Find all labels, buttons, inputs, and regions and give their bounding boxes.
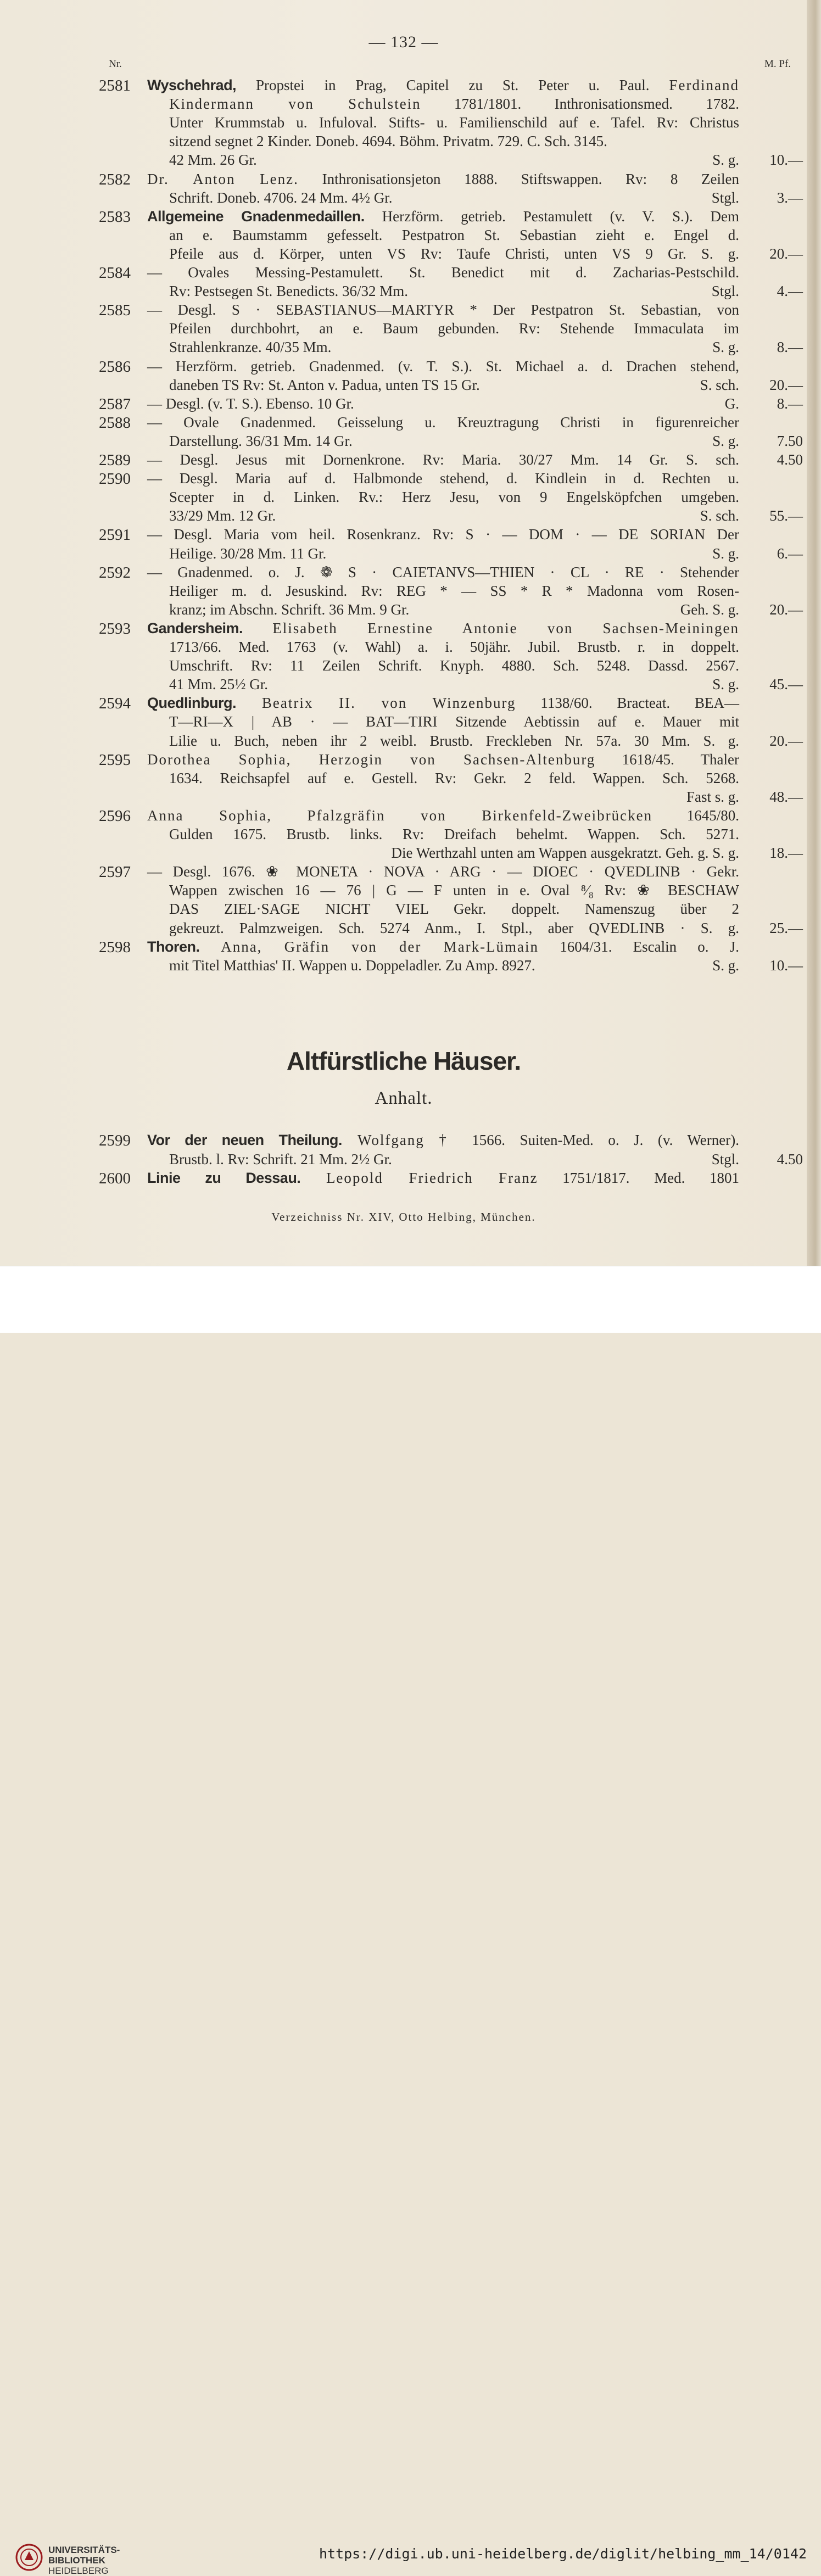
entry-text: Schrift. Doneb. 4706. 24 Mm. 4½ Gr.	[169, 189, 393, 206]
entry-text: Ferdinand	[669, 77, 739, 93]
entry-line	[169, 245, 739, 262]
entry-number: 2583	[99, 208, 131, 226]
entry-number: 2592	[99, 563, 131, 582]
column-header-number: Nr.	[109, 58, 122, 70]
price: 55.—	[769, 507, 803, 524]
entry-line	[169, 601, 739, 618]
entry-number: 2587	[99, 395, 131, 413]
entry-text: daneben TS Rv: St. Anton v. Padua, unten TS 15 Gr.	[169, 376, 480, 393]
entry-text: — Desgl. (v. T. S.). Ebenso. 10 Gr.	[147, 395, 354, 412]
entry-number: 2594	[99, 695, 131, 713]
entry-line	[147, 395, 739, 412]
permalink-url[interactable]: https://digi.ub.uni-heidelberg.de/diglit/helbing_mm_14/0142	[319, 2546, 807, 2562]
entry-line	[147, 526, 739, 543]
entry-text: Herzförm. getrieb. Pestamulett (v. V. S.). Dem	[364, 208, 739, 225]
entry-text: 1604/31. Escalin o. J.	[539, 938, 739, 955]
condition-grade: S. g.	[712, 957, 739, 974]
entry-text: Leopold Friedrich Franz	[300, 1170, 538, 1186]
entry-text: Wappen zwischen 16 — 76 | G — F unten in e. Oval ⁸⁄₈ Rv: ❀ BESCHAW	[169, 882, 739, 899]
entry-line	[169, 845, 739, 862]
entry-number: 2597	[99, 863, 131, 881]
entry-text: Dr. Anton Lenz.	[147, 170, 299, 187]
entry-text: T—RI—X | AB · — BAT—TIRI Sitzende Aebtissin auf e. Mauer mit	[169, 713, 739, 730]
entry-text: 1713/66. Med. 1763 (v. Wahl) a. i. 50jähr. Jubil. Brustb. r. in doppelt.	[169, 639, 739, 655]
entry-heading: Thoren.	[147, 938, 200, 955]
entry-text: 33/29 Mm. 12 Gr.	[169, 507, 276, 524]
condition-grade: S. g.	[712, 152, 739, 169]
entry-number: 2590	[99, 470, 131, 488]
entry-text: Strahlenkranze. 40/35 Mm.	[169, 339, 332, 356]
price: 45.—	[769, 676, 803, 693]
entry-heading: Vor der neuen Theilung.	[147, 1132, 342, 1148]
entry-line	[169, 227, 739, 244]
entry-line	[169, 96, 739, 113]
entry-text: Elisabeth Ernestine Antonie von Sachsen-Meiningen	[243, 619, 739, 636]
entry-number: 2586	[99, 357, 131, 376]
entry-number: 2600	[99, 1170, 131, 1187]
entry-text: 41 Mm. 25½ Gr.	[169, 676, 269, 693]
price: 4.—	[777, 283, 803, 300]
condition-grade: Stgl.	[711, 1150, 739, 1167]
entry-text: mit Titel Matthias' II. Wappen u. Doppeladler. Zu Amp. 8927.	[169, 957, 535, 974]
entry-line	[169, 901, 739, 918]
entry-number: 2581	[99, 77, 131, 94]
entry-line	[147, 77, 739, 94]
entry-line	[147, 208, 739, 225]
entry-line	[169, 507, 739, 524]
entry-line	[169, 882, 739, 899]
page-edge	[807, 0, 821, 1266]
entry-line	[147, 938, 739, 955]
entry-line	[147, 751, 739, 768]
price: 8.—	[777, 339, 803, 356]
entry-number: 2593	[99, 619, 131, 638]
entry-text: — Herzförm. getrieb. Gnadenmed. (v. T. S.). St. Michael a. d. Drachen stehend,	[147, 357, 739, 375]
entry-line	[169, 133, 739, 150]
price: 20.—	[769, 601, 803, 618]
entry-line	[169, 920, 739, 937]
entry-line	[169, 320, 739, 337]
condition-grade: S. g.	[712, 432, 739, 449]
entry-heading: Wyschehrad,	[147, 77, 237, 93]
price: 48.—	[769, 788, 803, 805]
entry-number: 2599	[99, 1132, 131, 1149]
price: 10.—	[769, 957, 803, 974]
entry-line	[169, 676, 739, 693]
entry-line	[169, 957, 739, 974]
library-name-line: BIBLIOTHEK	[48, 2555, 105, 2566]
entry-text: Scepter in d. Linken. Rv.: Herz Jesu, von 9 Engelsköpfchen umgeben.	[169, 489, 739, 506]
entry-text: DAS ZIEL·SAGE NICHT VIEL Gekr. doppelt. Namenszug über 2	[169, 901, 739, 918]
price: 7.50	[777, 432, 803, 449]
entry-line	[147, 1170, 739, 1187]
entry-text: Heilige. 30/28 Mm. 11 Gr.	[169, 545, 327, 562]
entry-text: — Gnadenmed. o. J. ❁ S · CAIETANVS—THIEN · CL · RE · Stehender	[147, 563, 739, 580]
price: 10.—	[769, 152, 803, 169]
entry-line	[169, 713, 739, 730]
entry-line	[169, 114, 739, 131]
entry-line	[169, 657, 739, 674]
entry-text: — Ovale Gnadenmed. Geisselung u. Kreuztragung Christi in figurenreicher	[147, 413, 739, 431]
entry-line	[169, 152, 739, 169]
entry-line	[169, 639, 739, 656]
section-heading: Altfürstliche Häuser.	[286, 1047, 521, 1075]
entry-number: 2589	[99, 451, 131, 469]
entry-line	[147, 807, 739, 824]
entry-line	[169, 545, 739, 562]
condition-grade: S. sch.	[700, 376, 739, 393]
entry-text: Anna Sophia, Pfalzgräfin von Birkenfeld-Zweibrücken	[147, 807, 653, 824]
condition-grade: S. g.	[712, 339, 739, 356]
entry-number: 2588	[99, 413, 131, 432]
section-subheading: Anhalt.	[375, 1088, 433, 1108]
entry-text: — Desgl. Maria vom heil. Rosenkranz. Rv: S · — DOM · — DE SORIAN Der	[147, 526, 739, 543]
entry-text: — Desgl. S · SEBASTIANUS—MARTYR * Der Pestpatron St. Sebastian, von	[147, 301, 739, 318]
entry-text: Inthronisationsjeton 1888. Stiftswappen. Rv: 8 Zeilen	[298, 170, 739, 187]
entry-text: Darstellung. 36/31 Mm. 14 Gr.	[169, 432, 353, 449]
entry-line	[169, 1151, 739, 1168]
entry-text: Anna, Gräfin von der Mark-Lümain	[199, 938, 539, 955]
column-header-price: M. Pf.	[764, 58, 791, 70]
entry-text: kranz; im Abschn. Schrift. 36 Mm. 9 Gr.	[169, 601, 410, 618]
entry-heading: Allgemeine Gnadenmedaillen.	[147, 208, 365, 225]
entry-heading: Quedlinburg.	[147, 695, 236, 712]
entry-text: Propstei in Prag, Capitel zu St. Peter u. Paul.	[236, 77, 669, 93]
entry-text: Umschrift. Rv: 11 Zeilen Schrift. Knyph. 4880. Sch. 5248. Dassd. 2567.	[169, 657, 739, 674]
entry-line	[147, 451, 739, 468]
entry-text: 1781/1801. Inthronisationsmed. 1782.	[421, 96, 739, 113]
entry-text: 42 Mm. 26 Gr.	[169, 152, 257, 169]
entry-number: 2595	[99, 751, 131, 769]
condition-grade: Fast s. g.	[686, 788, 739, 805]
entry-text: — Desgl. Jesus mit Dornenkrone. Rv: Maria. 30/27 Mm. 14 Gr. S. sch.	[147, 451, 739, 468]
condition-grade: Stgl.	[711, 283, 739, 300]
entry-text: Unter Krummstab u. Infuloval. Stifts- u. Familienschild auf e. Tafel. Rv: Christus	[169, 114, 739, 131]
publisher-imprint: Verzeichniss Nr. XIV, Otto Helbing, München.	[271, 1210, 536, 1223]
entry-line	[147, 301, 739, 318]
entry-text: Lilie u. Buch, neben ihr 2 weibl. Brustb. Freckleben Nr. 57a. 30 Mm. S. g.	[169, 732, 739, 749]
entry-number: 2584	[99, 264, 131, 282]
entry-text: 1634. Reichsapfel auf e. Gestell. Rv: Gekr. 2 feld. Wappen. Sch. 5268.	[169, 769, 739, 786]
entry-text: † 1566. Suiten-Med. o. J. (v. Werner).	[424, 1132, 739, 1148]
entry-line	[147, 620, 739, 637]
entry-line	[169, 489, 739, 506]
entry-text: Gulden 1675. Brustb. links. Rv: Dreifach behelmt. Wappen. Sch. 5271.	[169, 826, 739, 842]
entry-number: 2596	[99, 807, 131, 825]
entry-text: Die Werthzahl unten am Wappen ausgekratzt. Geh. g. S. g.	[391, 845, 739, 862]
entry-line	[169, 770, 739, 787]
condition-grade: Stgl.	[711, 189, 739, 206]
entry-line	[147, 1132, 739, 1149]
entry-number: 2585	[99, 301, 131, 320]
entry-line	[147, 171, 739, 188]
entry-line	[147, 470, 739, 487]
price: 6.—	[777, 545, 803, 562]
entry-number: 2582	[99, 170, 131, 188]
viewer-footer	[0, 1266, 821, 2576]
price: 20.—	[769, 376, 803, 393]
university-seal-icon	[15, 2544, 43, 2571]
page-number: — 132 —	[368, 33, 439, 51]
entry-line	[169, 339, 739, 356]
entry-line	[147, 414, 739, 431]
entry-text: sitzend segnet 2 Kinder. Doneb. 4694. Böhm. Privatm. 729. C. Sch. 3145.	[169, 133, 607, 150]
entry-line	[169, 283, 739, 300]
condition-grade: S. g.	[712, 545, 739, 562]
entry-line	[147, 863, 739, 880]
entry-text: — Desgl. 1676. ❀ MONETA · NOVA · ARG · — DIOEC · QVEDLINB · Gekr.	[147, 863, 739, 880]
entry-number: 2598	[99, 938, 131, 956]
entry-text: Brustb. l. Rv: Schrift. 21 Mm. 2½ Gr.	[169, 1150, 392, 1167]
entry-text: an e. Baumstamm gefesselt. Pestpatron St. Sebastian zieht e. Engel d.	[169, 226, 739, 243]
entry-text: Rv: Pestsegen St. Benedicts. 36/32 Mm.	[169, 283, 408, 300]
entry-text: Kindermann von Schulstein	[169, 96, 421, 113]
entry-text: Heiliger m. d. Jesuskind. Rv: REG * — SS * R * Madonna vom Rosen-	[169, 582, 739, 599]
entry-line	[147, 264, 739, 281]
entry-line	[169, 189, 739, 206]
entry-text: Wolfgang	[342, 1132, 425, 1148]
entry-text: — Desgl. Maria auf d. Halbmonde stehend, d. Kindlein in d. Rechten u.	[147, 470, 739, 487]
condition-grade: S. g.	[712, 676, 739, 693]
entry-line	[169, 733, 739, 750]
entry-line	[169, 583, 739, 600]
price: 3.—	[777, 189, 803, 206]
price: 20.—	[769, 245, 803, 262]
library-name-line: HEIDELBERG	[48, 2566, 109, 2576]
entry-heading: Linie zu Dessau.	[147, 1170, 301, 1186]
entry-text: 1751/1817. Med. 1801	[538, 1170, 739, 1186]
entry-line	[169, 377, 739, 394]
library-name-line: UNIVERSITÄTS-	[48, 2545, 120, 2555]
entry-line	[147, 695, 739, 712]
entry-line	[147, 564, 739, 581]
price: 25.—	[769, 919, 803, 936]
price: 8.—	[777, 395, 803, 412]
price: 20.—	[769, 732, 803, 749]
price: 4.50	[777, 1150, 803, 1167]
condition-grade: Geh. S. g.	[680, 601, 739, 618]
entry-text: 1645/80.	[652, 807, 739, 824]
price: 4.50	[777, 451, 803, 468]
entry-text: Pfeilen durchbohrt, an e. Baum gebunden. Rv: Stehende Immaculata im	[169, 320, 739, 337]
library-name	[48, 2545, 120, 2576]
entry-text: Beatrix II. von Winzenburg	[236, 695, 516, 712]
entry-heading: Gandersheim.	[147, 619, 243, 636]
entry-text: Pfeile aus d. Körper, unten VS Rv: Taufe Christi, unten VS 9 Gr. S. g.	[169, 245, 739, 262]
price: 18.—	[769, 845, 803, 862]
entry-line	[169, 826, 739, 843]
condition-grade: G.	[724, 395, 739, 412]
entry-text: 1618/45. Thaler	[595, 751, 740, 768]
entry-text: — Ovales Messing-Pestamulett. St. Benedict mit d. Zacharias-Pestschild.	[147, 264, 739, 281]
entry-text: 1138/60. Bracteat. BEA—	[516, 695, 739, 712]
condition-grade: S. sch.	[700, 507, 739, 524]
entry-text: Dorothea Sophia, Herzogin von Sachsen-Altenburg	[147, 751, 596, 768]
entry-line	[147, 358, 739, 375]
entry-line	[169, 433, 739, 450]
entry-text: gekreuzt. Palmzweigen. Sch. 5274 Anm., I. Stpl., aber QVEDLINB · S. g.	[169, 919, 739, 936]
entry-number: 2591	[99, 526, 131, 544]
